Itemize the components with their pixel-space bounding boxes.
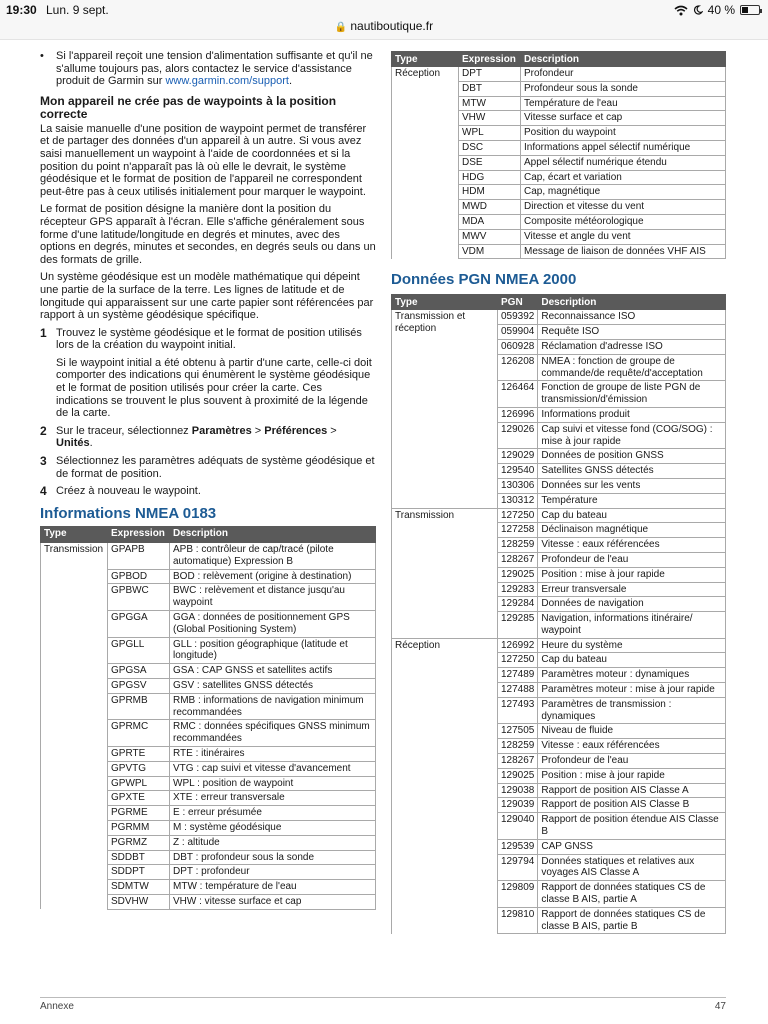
row-pgn: 129285 — [498, 612, 538, 639]
row-description: Z : altitude — [170, 835, 376, 850]
row-pgn: 129039 — [498, 798, 538, 813]
row-pgn: 129540 — [498, 464, 538, 479]
row-description: RTE : itinéraires — [170, 746, 376, 761]
row-pgn: 126996 — [498, 407, 538, 422]
step-separator: > — [327, 424, 337, 437]
row-description: BWC : relèvement et distance jusqu'au waypoint — [170, 584, 376, 611]
row-type: Réception — [392, 638, 498, 934]
row-pgn: 060928 — [498, 339, 538, 354]
row-pgn: 127250 — [498, 653, 538, 668]
nmea0183-body — [41, 543, 376, 910]
step-body — [56, 327, 376, 420]
row-description: Satellites GNSS détectés — [538, 464, 726, 479]
row-description: RMB : informations de navigation minimum recommandées — [170, 693, 376, 720]
page-number: 47 — [714, 1001, 726, 1012]
row-pgn: 129284 — [498, 597, 538, 612]
col-pgn: PGN — [498, 295, 538, 310]
row-description: Position : mise à jour rapide — [538, 567, 726, 582]
row-description: GGA : données de positionnement GPS (Global Positioning System) — [170, 610, 376, 637]
nmea0183-rx-table — [391, 51, 726, 259]
row-pgn: 129794 — [498, 854, 538, 881]
row-description: Message de liaison de données VHF AIS — [521, 244, 726, 259]
status-bar — [0, 0, 768, 20]
row-description: Paramètres moteur : dynamiques — [538, 668, 726, 683]
step-1 — [40, 327, 376, 420]
row-pgn: 129038 — [498, 783, 538, 798]
row-pgn: 126208 — [498, 354, 538, 381]
nmea0183-title: Informations NMEA 0183 — [40, 504, 217, 522]
row-pgn: 127258 — [498, 523, 538, 538]
row-pgn: 128259 — [498, 739, 538, 754]
step-number: 2 — [40, 423, 47, 438]
row-description: Informations produit — [538, 407, 726, 422]
row-description: RMC : données spécifiques GNSS minimum recommandées — [170, 720, 376, 747]
battery-icon — [740, 5, 760, 15]
row-expression: GPRTE — [108, 746, 170, 761]
menu-parametres: Paramètres — [191, 424, 252, 437]
step-number: 4 — [40, 484, 47, 499]
row-description: GLL : position géographique (latitude et longitude) — [170, 637, 376, 664]
row-expression: SDMTW — [108, 880, 170, 895]
step-separator: > — [251, 424, 265, 437]
moon-icon — [693, 5, 703, 15]
col-expression: Expression — [459, 52, 521, 67]
paragraph-3: Un système géodésique est un modèle mathématique qui dépeint une partie de la surface de la terre. Les lignes de latitude et de longitude qui apparaissent sur une carte papier sont référencées par rapport à un système géodésique spécifique. — [40, 271, 374, 322]
status-time: 19:30 — [6, 3, 37, 17]
row-description: Cap du bateau — [538, 653, 726, 668]
row-pgn: 129040 — [498, 813, 538, 840]
row-pgn: 128267 — [498, 754, 538, 769]
row-expression: DPT — [459, 67, 521, 82]
table-header-row — [392, 295, 726, 310]
right-column — [391, 51, 726, 934]
table-row — [392, 638, 726, 653]
step-number: 1 — [40, 325, 47, 340]
row-description: Informations appel sélectif numérique — [521, 140, 726, 155]
step-text-part: . — [89, 437, 93, 450]
row-expression: SDVHW — [108, 894, 170, 909]
row-description: Paramètres moteur : mise à jour rapide — [538, 683, 726, 698]
row-description: Vitesse surface et cap — [521, 111, 726, 126]
row-description: GSA : CAP GNSS et satellites actifs — [170, 664, 376, 679]
step-text-part: Sur le traceur, sélectionnez — [56, 424, 192, 437]
row-expression: GPGSV — [108, 678, 170, 693]
row-pgn: 129025 — [498, 567, 538, 582]
pgn-body — [392, 310, 726, 934]
row-expression: DBT — [459, 81, 521, 96]
row-expression: MDA — [459, 214, 521, 229]
row-description: NMEA : fonction de groupe de commande/de requête/d'acceptation — [538, 354, 726, 381]
row-description: Cap suivi et vitesse fond (COG/SOG) : mise à jour rapide — [538, 422, 726, 449]
row-expression: GPAPB — [108, 543, 170, 570]
row-description: WPL : position de waypoint — [170, 776, 376, 791]
row-pgn: 129283 — [498, 582, 538, 597]
col-description: Description — [538, 295, 726, 310]
row-pgn: 127488 — [498, 683, 538, 698]
garmin-support-link[interactable]: www.garmin.com/support — [165, 75, 289, 88]
row-description: Rapport de position AIS Classe A — [538, 783, 726, 798]
row-type: Transmission — [41, 543, 108, 910]
bullet-dot: • — [40, 50, 44, 62]
row-description: BOD : relèvement (origine à destination) — [170, 569, 376, 584]
row-expression: WPL — [459, 126, 521, 141]
row-description: Reconnaissance ISO — [538, 310, 726, 325]
row-expression: MWD — [459, 200, 521, 215]
row-description: XTE : erreur transversale — [170, 791, 376, 806]
bullet-text: Si l'appareil reçoit une tension d'alimentation suffisante et qu'il ne s'allume toujours pas, alors contactez le service d'assistance produit de Garmin sur — [56, 50, 373, 88]
row-pgn: 129029 — [498, 449, 538, 464]
pgn-title: Données PGN NMEA 2000 — [391, 271, 577, 289]
step-text: Créez à nouveau le waypoint. — [56, 485, 201, 498]
row-expression: GPRMC — [108, 720, 170, 747]
row-expression: PGRME — [108, 806, 170, 821]
row-expression: MWV — [459, 229, 521, 244]
left-column — [40, 50, 376, 910]
row-description: Rapport de données statiques CS de classe B AIS, partie B — [538, 907, 726, 934]
row-expression: SDDBT — [108, 850, 170, 865]
row-description: Rapport de position étendue AIS Classe B — [538, 813, 726, 840]
row-description: Vitesse : eaux référencées — [538, 739, 726, 754]
row-pgn: 129025 — [498, 768, 538, 783]
row-expression: GPXTE — [108, 791, 170, 806]
row-description: Fonction de groupe de liste PGN de transmission/d'émission — [538, 381, 726, 408]
table-header-row — [392, 52, 726, 67]
waypoint-heading: Mon appareil ne crée pas de waypoints à la position correcte — [40, 93, 337, 122]
row-description: Réclamation d'adresse ISO — [538, 339, 726, 354]
row-description: VTG : cap suivi et vitesse d'avancement — [170, 761, 376, 776]
row-description: Direction et vitesse du vent — [521, 200, 726, 215]
table-row — [392, 67, 726, 82]
battery-fill — [742, 7, 748, 13]
row-description: Requête ISO — [538, 325, 726, 340]
row-pgn: 130306 — [498, 478, 538, 493]
row-description: Vitesse et angle du vent — [521, 229, 726, 244]
table-row — [392, 310, 726, 325]
step-text — [56, 425, 376, 450]
row-pgn: 127489 — [498, 668, 538, 683]
col-type: Type — [41, 527, 108, 543]
table-row — [41, 543, 376, 570]
row-description: VHW : vitesse surface et cap — [170, 894, 376, 909]
row-description: DBT : profondeur sous la sonde — [170, 850, 376, 865]
row-pgn: 129026 — [498, 422, 538, 449]
row-pgn: 129809 — [498, 881, 538, 908]
row-pgn: 129810 — [498, 907, 538, 934]
paragraph-2: Le format de position désigne la manière dont la position du récepteur GPS apparaît à l'écran. Elle s'affiche généralement sous forme d'une latitude/longitude en degrés et minutes, avec des options en degrés, minutes et secondes, en degrés seuls ou dans un des formats de grille. — [40, 203, 376, 266]
paragraph-1: La saisie manuelle d'une position de waypoint permet de transférer et de partager des données d'un appareil à un autre. Si vous avez saisi manuellement un waypoint à l'aide de coordonnées et si la position du point n'apparaît pas là où elle le devrait, le système géodésique et le format de position de l'appareil ne correspondent peut-être pas à ceux utilisés initialement pour marquer le waypoint. — [40, 122, 367, 198]
row-description: Profondeur sous la sonde — [521, 81, 726, 96]
col-type: Type — [392, 295, 498, 310]
row-expression: HDG — [459, 170, 521, 185]
row-description: Données de navigation — [538, 597, 726, 612]
row-description: Données de position GNSS — [538, 449, 726, 464]
nmea0183-table — [40, 526, 376, 909]
row-expression: GPBOD — [108, 569, 170, 584]
step-2 — [40, 425, 376, 450]
battery-percent: 40 % — [707, 3, 735, 17]
row-expression: GPGGA — [108, 610, 170, 637]
row-pgn: 130312 — [498, 493, 538, 508]
col-description: Description — [521, 52, 726, 67]
row-description: DPT : profondeur — [170, 865, 376, 880]
row-description: MTW : température de l'eau — [170, 880, 376, 895]
row-description: Cap, magnétique — [521, 185, 726, 200]
row-description: M : système géodésique — [170, 820, 376, 835]
row-pgn: 059904 — [498, 325, 538, 340]
row-expression: GPGLL — [108, 637, 170, 664]
row-pgn: 127250 — [498, 508, 538, 523]
url-text: nautiboutique.fr — [350, 19, 434, 33]
row-pgn: 059392 — [498, 310, 538, 325]
menu-unites: Unités — [56, 437, 90, 450]
lock-icon: 🔒 — [334, 22, 348, 33]
row-expression: SDDPT — [108, 865, 170, 880]
row-description: Paramètres de transmission : dynamiques — [538, 697, 726, 724]
row-pgn: 127505 — [498, 724, 538, 739]
row-expression: VDM — [459, 244, 521, 259]
row-description: APB : contrôleur de cap/tracé (pilote automatique) Expression B — [170, 543, 376, 570]
row-description: Données statiques et relatives aux voyages AIS Classe A — [538, 854, 726, 881]
row-description: Position du waypoint — [521, 126, 726, 141]
status-indicators — [674, 3, 760, 17]
row-expression: GPVTG — [108, 761, 170, 776]
bullet-support — [40, 50, 376, 88]
row-expression: GPBWC — [108, 584, 170, 611]
row-description: Rapport de données statiques CS de classe B AIS, partie A — [538, 881, 726, 908]
footer-section: Annexe — [40, 1001, 74, 1012]
col-description: Description — [170, 527, 376, 543]
bullet-tail: . — [288, 75, 292, 88]
row-description: Cap, écart et variation — [521, 170, 726, 185]
bullet-text-wrap — [56, 50, 376, 88]
pgn-table — [391, 294, 726, 934]
footer-divider — [40, 997, 726, 998]
row-description: Profondeur de l'eau — [538, 754, 726, 769]
row-pgn: 129539 — [498, 839, 538, 854]
row-description: Position : mise à jour rapide — [538, 768, 726, 783]
row-description: Niveau de fluide — [538, 724, 726, 739]
step-number: 3 — [40, 454, 47, 469]
step-text: Sélectionnez les paramètres adéquats de système géodésique et de format de position. — [56, 455, 375, 480]
table-header-row — [41, 527, 376, 543]
row-pgn: 126992 — [498, 638, 538, 653]
row-description: Composite météorologique — [521, 214, 726, 229]
step-note: Si le waypoint initial a été obtenu à partir d'une carte, celle-ci doit comporter des indications qui énumèrent le système géodésique et le format de position utilisés pour créer la carte. Ces indications se trouvent le plus souvent à proximité de la légende de la carte. — [56, 356, 372, 420]
row-expression: HDM — [459, 185, 521, 200]
row-description: Température de l'eau — [521, 96, 726, 111]
menu-preferences: Préférences — [264, 424, 328, 437]
row-description: Erreur transversale — [538, 582, 726, 597]
row-description: Profondeur — [521, 67, 726, 82]
row-description: Déclinaison magnétique — [538, 523, 726, 538]
row-description: Température — [538, 493, 726, 508]
row-pgn: 128259 — [498, 538, 538, 553]
col-type: Type — [392, 52, 459, 67]
row-expression: DSC — [459, 140, 521, 155]
row-expression: GPGSA — [108, 664, 170, 679]
row-description: Navigation, informations itinéraire/ waypoint — [538, 612, 726, 639]
row-description: Appel sélectif numérique étendu — [521, 155, 726, 170]
step-4 — [40, 485, 376, 498]
row-type: Transmission — [392, 508, 498, 638]
row-expression: GPWPL — [108, 776, 170, 791]
row-type: Réception — [392, 67, 459, 259]
step-3 — [40, 455, 376, 480]
rx-body — [392, 67, 726, 259]
row-description: E : erreur présumée — [170, 806, 376, 821]
address-bar[interactable] — [0, 20, 768, 40]
row-description: CAP GNSS — [538, 839, 726, 854]
row-expression: MTW — [459, 96, 521, 111]
col-expression: Expression — [108, 527, 170, 543]
step-text: Trouvez le système géodésique et le format de position utilisés lors de la création du waypoint initial. — [56, 326, 362, 352]
row-description: Données sur les vents — [538, 478, 726, 493]
row-description: Profondeur de l'eau — [538, 552, 726, 567]
row-type: Transmission et réception — [392, 310, 498, 508]
row-expression: DSE — [459, 155, 521, 170]
row-description: GSV : satellites GNSS détectés — [170, 678, 376, 693]
row-description: Vitesse : eaux référencées — [538, 538, 726, 553]
row-description: Cap du bateau — [538, 508, 726, 523]
row-description: Rapport de position AIS Classe B — [538, 798, 726, 813]
row-expression: PGRMZ — [108, 835, 170, 850]
row-expression: GPRMB — [108, 693, 170, 720]
row-pgn: 126464 — [498, 381, 538, 408]
row-pgn: 128267 — [498, 552, 538, 567]
wifi-icon — [674, 5, 688, 16]
row-description: Heure du système — [538, 638, 726, 653]
table-row — [392, 508, 726, 523]
row-expression: VHW — [459, 111, 521, 126]
status-date: Lun. 9 sept. — [46, 3, 109, 17]
row-pgn: 127493 — [498, 697, 538, 724]
row-expression: PGRMM — [108, 820, 170, 835]
